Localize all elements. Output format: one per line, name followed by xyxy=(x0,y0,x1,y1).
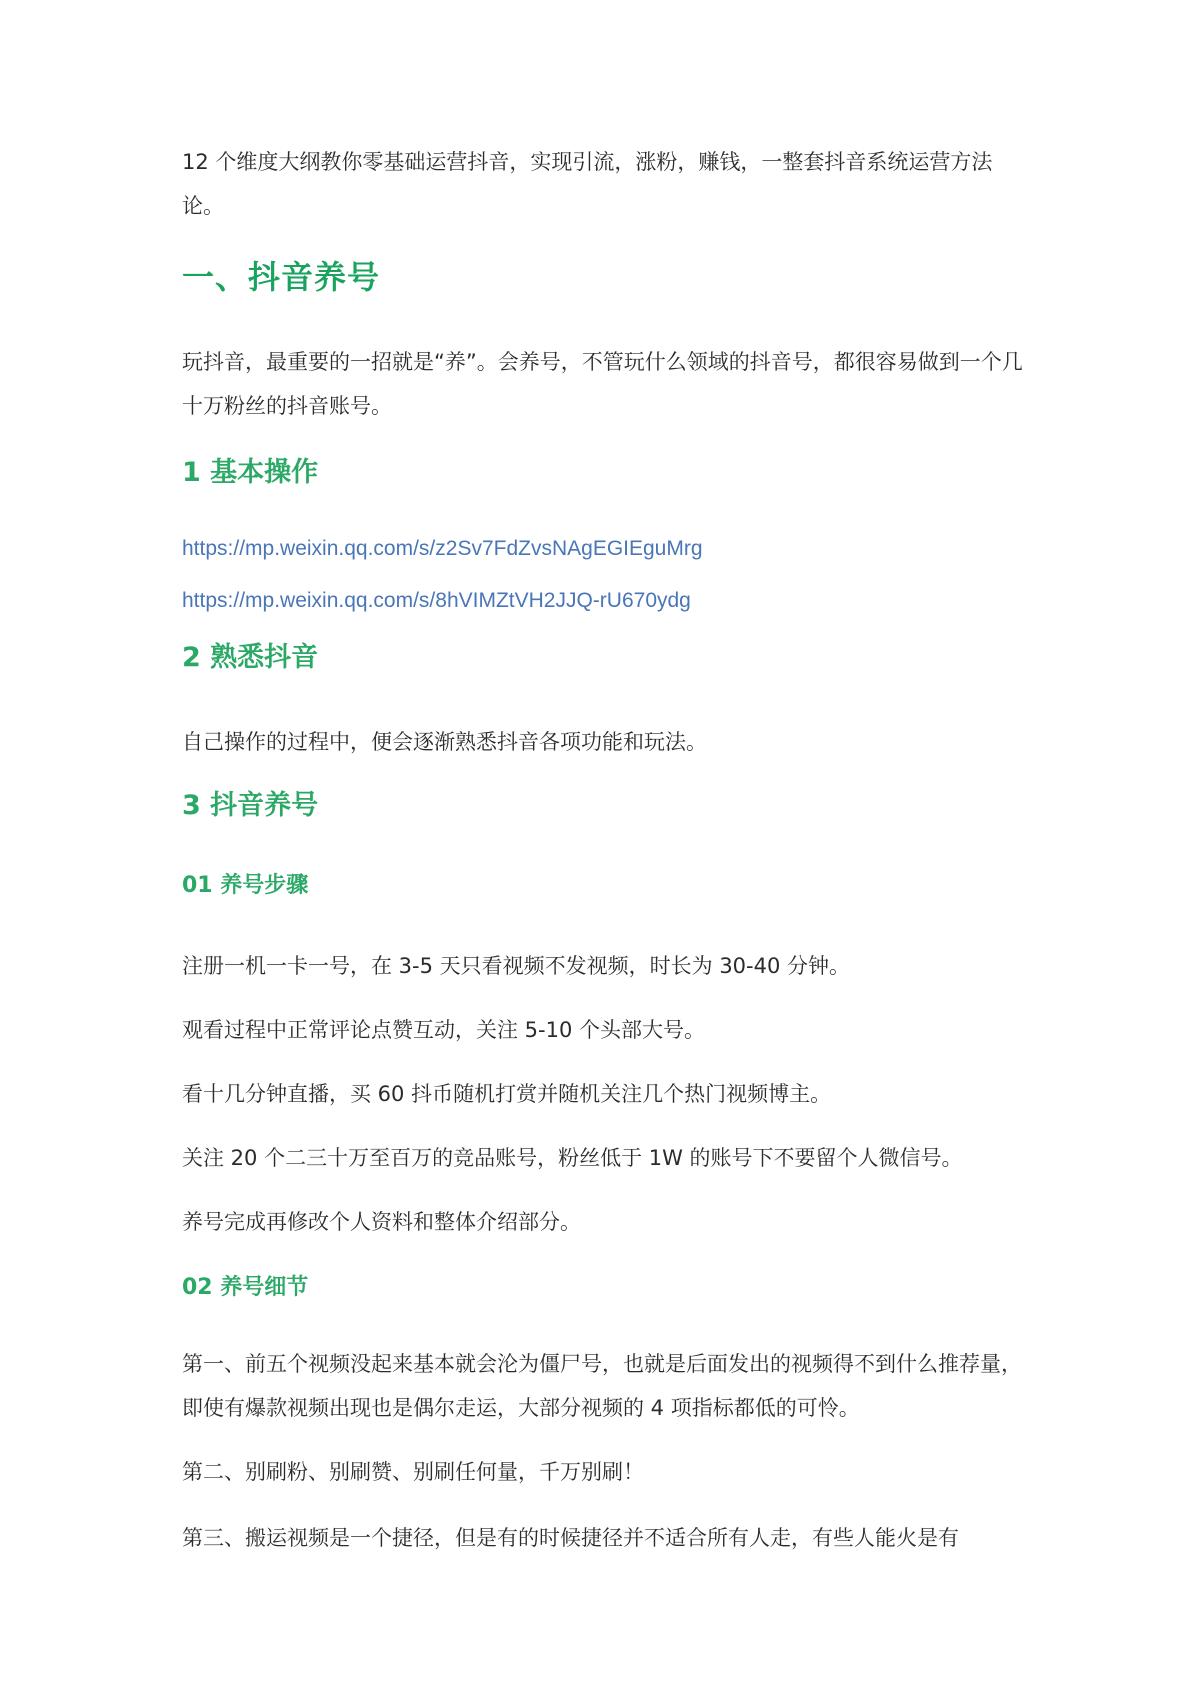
detail-item: 第一、前五个视频没起来基本就会沦为僵尸号，也就是后面发出的视频得不到什么推荐量，即使有爆款视频出现也是偶尔走运，大部分视频的 4 项指标都低的可怜。 xyxy=(182,1352,1022,1420)
link-list-2 xyxy=(182,585,1032,617)
step-item: 看十几分钟直播，买 60 抖币随机打赏并随机关注几个热门视频博主。 xyxy=(182,1082,832,1106)
step-item: 养号完成再修改个人资料和整体介绍部分。 xyxy=(182,1210,581,1234)
section-1-lead: 玩抖音，最重要的一招就是“养”。会养号，不管玩什么领域的抖音号，都很容易做到一个几十万粉丝的抖音账号。 xyxy=(182,350,1023,418)
step-item: 注册一机一卡一号，在 3-5 天只看视频不发视频，时长为 30-40 分钟。 xyxy=(182,954,851,978)
detail-item: 第三、搬运视频是一个捷径，但是有的时候捷径并不适合所有人走，有些人能火是有 xyxy=(182,1526,959,1550)
subsection-2-heading: 2 熟悉抖音 xyxy=(182,642,319,673)
intro-paragraph: 12 个维度大纲教你零基础运营抖音，实现引流，涨粉，赚钱，一整套抖音系统运营方法论。 xyxy=(182,150,993,218)
step-item: 观看过程中正常评论点赞互动，关注 5-10 个头部大号。 xyxy=(182,1018,706,1042)
step-item: 关注 20 个二三十万至百万的竞品账号，粉丝低于 1W 的账号下不要留个人微信号。 xyxy=(182,1146,963,1170)
subsection-3-heading: 3 抖音养号 xyxy=(182,790,319,821)
article-link-2[interactable]: https://mp.weixin.qq.com/s/8hVIMZtVH2JJQ-rU670ydg xyxy=(182,589,691,612)
steps-heading: 01 养号步骤 xyxy=(182,873,309,898)
detail-item: 第二、别刷粉、别刷赞、别刷任何量，千万别刷！ xyxy=(182,1460,644,1484)
link-list xyxy=(182,533,1032,565)
article-link-1[interactable]: https://mp.weixin.qq.com/s/z2Sv7FdZvsNAgEGIEguMrg xyxy=(182,537,703,560)
subsection-1-heading: 1 基本操作 xyxy=(182,457,319,488)
details-heading: 02 养号细节 xyxy=(182,1275,309,1300)
subsection-2-text: 自己操作的过程中，便会逐渐熟悉抖音各项功能和玩法。 xyxy=(182,730,707,754)
section-1-heading: 一、抖音养号 xyxy=(182,258,381,296)
